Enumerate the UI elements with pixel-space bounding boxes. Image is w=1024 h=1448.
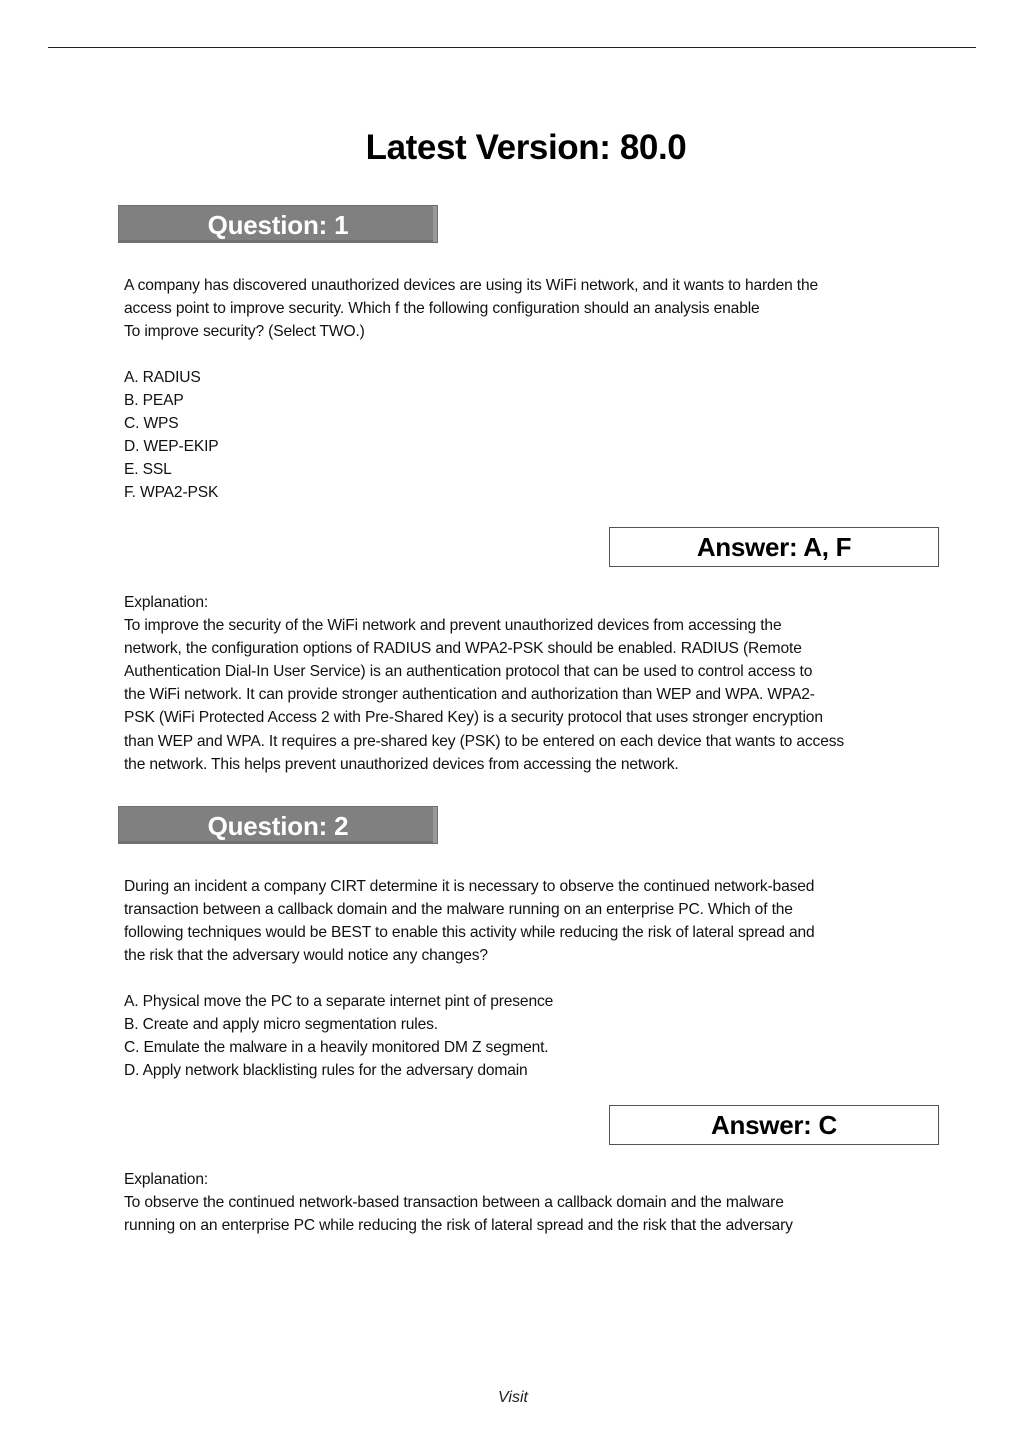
question-1-text [124,274,944,343]
explanation-line: Authentication Dial-In User Service) is an authentication protocol that can be used to control access to [124,663,813,681]
question-text-line: To improve security? (Select TWO.) [124,323,365,341]
explanation-line: running on an enterprise PC while reducing the risk of lateral spread and the risk that the adversary [124,1217,793,1235]
option-b: B. Create and apply micro segmentation rules. [124,1016,438,1034]
question-1-label: Question: 1 [207,210,349,240]
question-2-answer-box [609,1105,939,1145]
page-title: Latest Version: 80.0 [365,128,687,167]
question-text-line: During an incident a company CIRT determine it is necessary to observe the continued network-based [124,878,815,895]
explanation-line: PSK (WiFi Protected Access 2 with Pre-Shared Key) is a security protocol that uses stronger encryption [124,709,823,727]
question-2-answer: Answer: C [711,1110,837,1140]
option-b: B. PEAP [124,392,184,410]
question-text-line: the risk that the adversary would notice any changes? [124,947,488,965]
option-f: F. WPA2-PSK [124,484,219,502]
explanation-line: To improve the security of the WiFi network and prevent unauthorized devices from accessing the [124,617,782,635]
question-2-banner [118,806,438,844]
explanation-line: the WiFi network. It can provide stronger authentication and authorization than WEP and WPA. WPA2- [124,686,815,704]
explanation-line: the network. This helps prevent unauthorized devices from accessing the network. [124,755,679,773]
footer-visit-text: Visit [498,1389,528,1406]
question-text-line: access point to improve security. Which f the following configuration should an analysis enable [124,300,760,318]
explanation-heading: Explanation: [124,1171,209,1188]
question-1-banner [118,205,438,243]
question-2-label: Question: 2 [207,811,349,841]
header-rule [48,47,976,48]
explanation-line: To observe the continued network-based transaction between a callback domain and the malware [124,1194,784,1212]
question-1-options [124,366,219,505]
question-text-line: transaction between a callback domain and the malware running on an enterprise PC. Which of the [124,901,793,919]
question-2-text [124,875,944,967]
option-a: A. Physical move the PC to a separate internet pint of presence [124,993,554,1010]
option-a: A. RADIUS [124,369,201,386]
question-2-options [124,990,553,1082]
explanation-line: than WEP and WPA. It requires a pre-shared key (PSK) to be entered on each device that wants to access [124,732,845,750]
explanation-line: network, the configuration options of RADIUS and WPA2-PSK should be enabled. RADIUS (Remote [124,640,802,658]
option-d: D. Apply network blacklisting rules for the adversary domain [124,1062,528,1080]
question-1-answer-box [609,527,939,567]
question-text-line: following techniques would be BEST to enable this activity while reducing the risk of lateral spread and [124,924,815,942]
explanation-heading: Explanation: [124,594,209,611]
question-1-explanation [124,591,944,776]
question-2-explanation [124,1168,944,1237]
option-e: E. SSL [124,461,172,479]
option-c: C. Emulate the malware in a heavily monitored DM Z segment. [124,1039,549,1057]
question-1-answer: Answer: A, F [696,532,852,562]
option-c: C. WPS [124,415,179,433]
question-text-line: A company has discovered unauthorized devices are using its WiFi network, and it wants to harden the [124,277,819,294]
option-d: D. WEP-EKIP [124,438,219,456]
